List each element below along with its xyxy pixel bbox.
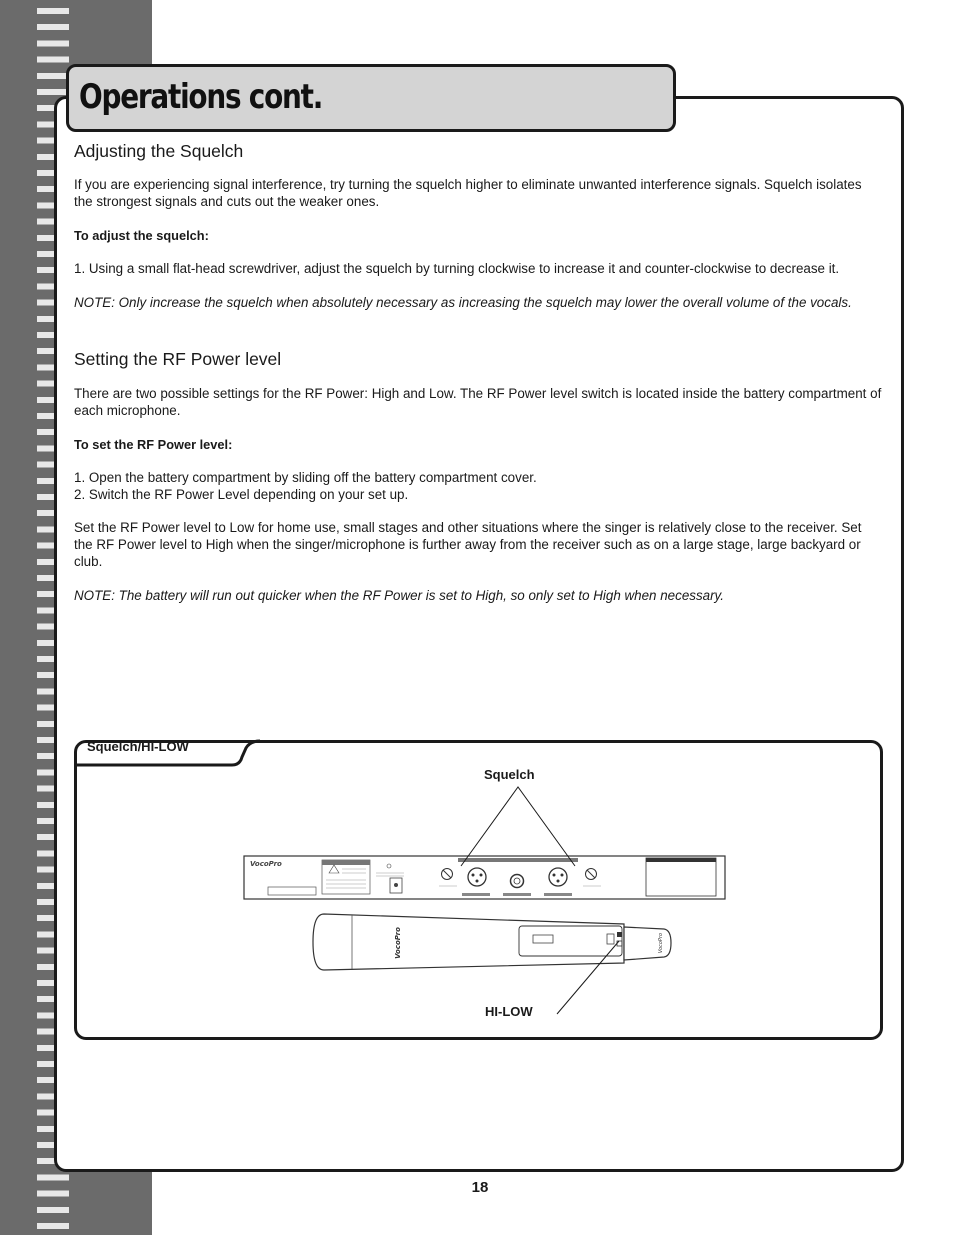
hi-low-switch-icon xyxy=(617,932,622,937)
squelch-callout-lines xyxy=(461,787,575,866)
rf-note: NOTE: The battery will run out quicker when the RF Power is set to High, so only set to High when necessary. xyxy=(74,588,724,603)
svg-text:VocoPro: VocoPro xyxy=(658,932,664,954)
receiver-rear-panel xyxy=(244,856,725,899)
hi-low-callout-label: HI-LOW xyxy=(485,1004,533,1019)
squelch-intro: If you are experiencing signal interference, try turning the squelch higher to eliminate unwanted interference signals. Squelch isolates the strongest signals and cuts out the weaker ones. xyxy=(74,177,862,209)
squelch-step-1: 1. Using a small flat-head screwdriver, adjust the squelch by turning clockwise to increase it and counter-clockwise to decrease it. xyxy=(74,261,840,276)
rf-step-2: 2. Switch the RF Power Level depending on your set up. xyxy=(74,487,409,502)
page-number: 18 xyxy=(471,1179,489,1196)
rf-intro: There are two possible settings for the RF Power: High and Low. The RF Power level switch is located inside the battery compartment of each microphone. xyxy=(74,386,882,418)
squelch-note: NOTE: Only increase the squelch when absolutely necessary as increasing the squelch may lower the overall volume of the vocals. xyxy=(74,295,852,310)
page-title: Operations cont. xyxy=(79,77,323,117)
figure-label: Squelch/HI-LOW xyxy=(87,739,189,754)
brand-logo-icon: VocoPro xyxy=(250,860,282,868)
rf-heading: Setting the RF Power level xyxy=(74,349,282,369)
rf-subheading: To set the RF Power level: xyxy=(74,437,233,452)
rf-body: Set the RF Power level to Low for home use, small stages and other situations where the singer is relatively close to the receiver. Set the RF Power level to High when the singer/microphone is further away from the receiver such as on a large stage, large backyard or club. xyxy=(74,520,862,569)
squelch-subheading: To adjust the squelch: xyxy=(74,228,209,243)
mic-logo-icon: VocoPro xyxy=(394,927,402,959)
rf-step-1: 1. Open the battery compartment by sliding off the battery compartment cover. xyxy=(74,470,537,485)
microphone-drawing xyxy=(313,914,671,970)
squelch-callout-label: Squelch xyxy=(484,767,535,782)
squelch-heading: Adjusting the Squelch xyxy=(74,141,244,161)
